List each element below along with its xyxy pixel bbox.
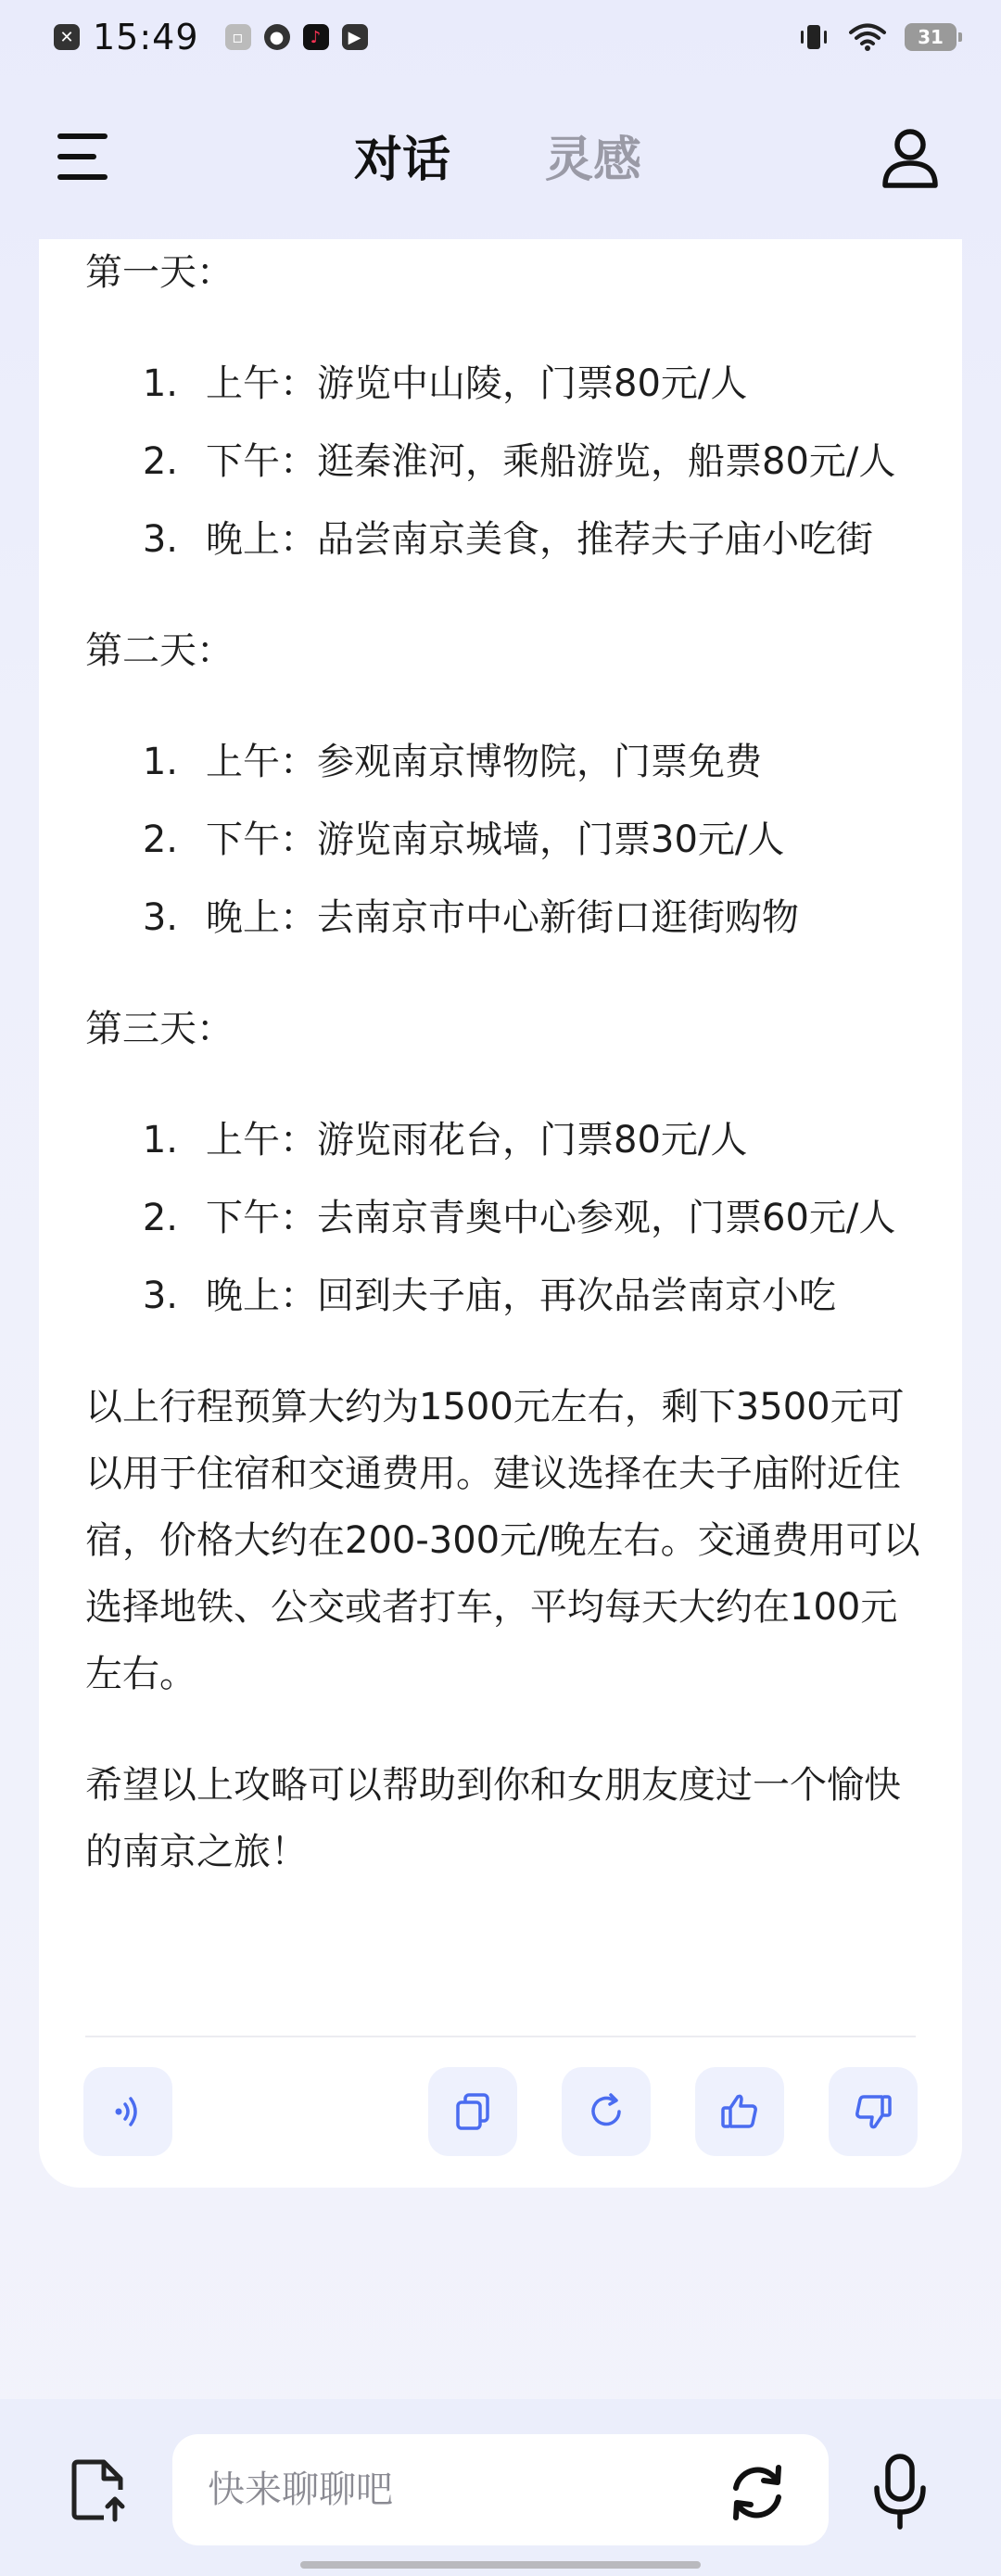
message-content	[85, 239, 929, 1885]
bottom-input-bar	[0, 2399, 1001, 2576]
list-number: 3.	[142, 896, 178, 939]
vibrate-icon	[797, 21, 830, 53]
day-title: 第三天：	[85, 1008, 234, 1050]
list-number: 2.	[142, 1197, 178, 1239]
image-notification-icon: ▫	[225, 24, 251, 50]
divider	[85, 2036, 916, 2037]
list-number: 2.	[142, 818, 178, 861]
battery-level: 31	[918, 26, 944, 48]
video-notification-icon: ▶	[342, 24, 368, 50]
list-text: 下午：逛秦淮河，乘船游览，船票80元/人	[206, 440, 896, 483]
itinerary-list	[85, 350, 929, 573]
list-text: 下午：去南京青奥中心参观，门票60元/人	[206, 1197, 896, 1239]
home-indicator[interactable]	[300, 2561, 701, 2569]
switch-mode-icon[interactable]	[725, 2460, 790, 2525]
status-time: 15:49	[93, 17, 199, 57]
list-item	[85, 1263, 929, 1329]
tab-chat[interactable]: 对话	[354, 133, 451, 188]
menu-icon[interactable]	[57, 133, 113, 180]
day-title: 第一天：	[85, 251, 234, 294]
list-item	[85, 506, 929, 573]
tab-inspiration[interactable]: 灵感	[545, 133, 642, 188]
itinerary-list	[85, 1107, 929, 1329]
list-text: 晚上：品尝南京美食，推荐夫子庙小吃街	[206, 518, 873, 561]
list-text: 下午：游览南京城墙，门票30元/人	[206, 818, 785, 861]
day-title: 第二天：	[85, 629, 234, 672]
day-section	[85, 239, 929, 573]
list-item	[85, 1107, 929, 1174]
wifi-icon	[849, 22, 886, 52]
list-item	[85, 806, 929, 873]
list-item	[85, 428, 929, 495]
budget-paragraph: 以上行程预算大约为1500元左右，剩下3500元可以用于住宿和交通费用。建议选择在夫子庙附近住宿，价格大约在200-300元/晚左右。交通费用可以选择地铁、公交或者打车，平均每天大约在100元左右。	[85, 1386, 920, 1695]
chat-notification-icon: ●	[264, 24, 290, 50]
upload-file-icon[interactable]	[70, 2456, 130, 2523]
list-item	[85, 1185, 929, 1251]
app-header	[0, 102, 1001, 204]
list-item	[85, 350, 929, 417]
dislike-button[interactable]	[829, 2067, 918, 2156]
list-number: 1.	[142, 741, 178, 783]
list-number: 3.	[142, 518, 178, 561]
itinerary-list	[85, 729, 929, 951]
tiktok-icon: ♪	[303, 24, 329, 50]
list-text: 上午：参观南京博物院，门票免费	[206, 741, 762, 783]
closing-paragraph: 希望以上攻略可以帮助到你和女朋友度过一个愉快的南京之旅！	[85, 1764, 901, 1873]
thumbs-up-icon	[716, 2087, 764, 2136]
copy-icon	[449, 2087, 497, 2136]
battery-indicator	[905, 23, 957, 51]
list-number: 2.	[142, 440, 178, 483]
thumbs-down-icon	[849, 2087, 897, 2136]
list-number: 1.	[142, 1119, 178, 1161]
list-item	[85, 729, 929, 795]
refresh-icon	[582, 2087, 630, 2136]
day-section	[85, 617, 929, 951]
like-button[interactable]	[695, 2067, 784, 2156]
read-aloud-button[interactable]	[83, 2067, 172, 2156]
status-bar	[0, 0, 1001, 74]
assistant-message-card	[39, 239, 962, 2188]
list-item	[85, 884, 929, 951]
copy-button[interactable]	[428, 2067, 517, 2156]
profile-icon[interactable]	[881, 126, 940, 189]
close-notification-icon: ✕	[54, 24, 80, 50]
speaker-wave-icon	[104, 2087, 152, 2136]
day-section	[85, 996, 929, 1329]
list-text: 上午：游览中山陵，门票80元/人	[206, 362, 748, 405]
list-text: 晚上：回到夫子庙，再次品尝南京小吃	[206, 1275, 836, 1317]
regenerate-button[interactable]	[562, 2067, 651, 2156]
microphone-icon[interactable]	[871, 2453, 929, 2531]
list-text: 上午：游览雨花台，门票80元/人	[206, 1119, 748, 1161]
list-text: 晚上：去南京市中心新街口逛街购物	[206, 896, 799, 939]
list-number: 1.	[142, 362, 178, 405]
list-number: 3.	[142, 1275, 178, 1317]
